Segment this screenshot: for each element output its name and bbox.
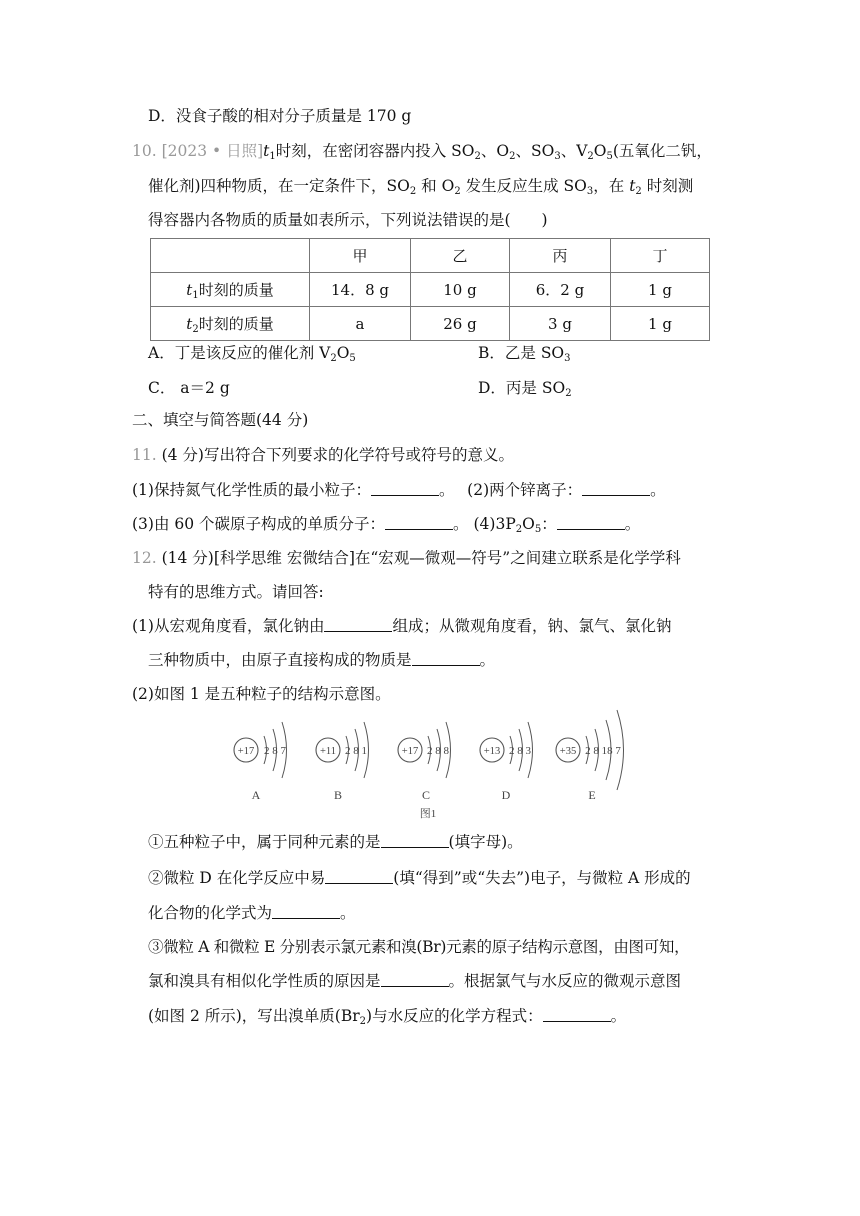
row-label: $t_2$时刻的质量: [151, 307, 310, 341]
table-row: $t_1$时刻的质量 14．8 g 10 g 6．2 g 1 g: [151, 273, 710, 307]
svg-text:2 8 8: 2 8 8: [427, 745, 449, 757]
answer-blank[interactable]: [325, 868, 393, 884]
svg-text:2 8 3: 2 8 3: [509, 745, 531, 757]
q11-parts-3-4: (3)由 60 个碳原子构成的单质分子： 。 $(4)3P_2O_5$： 。: [132, 515, 641, 535]
q10-source: [2023 • 日照]: [161, 142, 264, 160]
q10-option-a: A．丁是该反应的催化剂 $V_2O_5$: [148, 344, 356, 364]
mass-table: [150, 238, 710, 341]
svg-text:B: B: [333, 788, 343, 802]
answer-blank[interactable]: [381, 832, 449, 848]
q12-part-2: (2)如图 1 是五种粒子的结构示意图。: [132, 685, 391, 703]
svg-text:+17: +17: [237, 746, 255, 757]
row-label: $t_1$时刻的质量: [151, 273, 310, 307]
answer-blank[interactable]: [412, 650, 480, 666]
q10-option-d: D．丙是 $SO_2$: [478, 379, 572, 399]
q12-sub-2: ②微粒 D 在化学反应中易 (填“得到”或“失去”)电子，与微粒 A 形成的: [148, 869, 691, 887]
figure-svg: [228, 708, 648, 826]
atom-d: [480, 722, 533, 802]
svg-text:2 8 7: 2 8 7: [264, 745, 286, 757]
q10-option-b: B．乙是 $SO_3$: [478, 344, 571, 364]
q12-part-1: (1)从宏观角度看，氯化钠由 组成；从微观角度看，钠、氯气、氯化钠: [132, 617, 672, 635]
answer-blank[interactable]: [385, 514, 453, 530]
q10-number: 10.: [132, 142, 157, 160]
q12-part-1-cont: 三种物质中，由原子直接构成的物质是 。: [148, 651, 496, 669]
q10-line-3: 得容器内各物质的质量如表所示，下列说法错误的是( ): [148, 211, 548, 229]
table-row: $t_2$时刻的质量 a 26 g 3 g 1 g: [151, 307, 710, 341]
answer-blank[interactable]: [324, 616, 392, 632]
answer-blank[interactable]: [543, 1006, 611, 1022]
q10-line-2: 催化剂)四种物质，在一定条件下，$SO_2$ 和 $O_2$ 发生反应生成 $SO_3$，在 $t_2$ 时刻测: [148, 177, 694, 197]
q12-sub-3-cont: 氯和溴具有相似化学性质的原因是 。根据氯气与水反应的微观示意图: [148, 972, 682, 990]
q12-sub-2-cont: 化合物的化学式为 。: [148, 904, 356, 922]
svg-text:2 8 18 7: 2 8 18 7: [585, 745, 621, 757]
svg-text:+35: +35: [559, 746, 577, 757]
q11-stem: 11. (4 分)写出符合下列要求的化学符号或符号的意义。: [132, 446, 514, 464]
q11-parts-1-2: (1)保持氮气化学性质的最小粒子： 。 (2)两个锌离子： 。: [132, 481, 666, 499]
atom-structure-figure: [228, 708, 648, 830]
section-heading: 二、填空与简答题(44 分): [132, 411, 309, 429]
svg-text:2 8 1: 2 8 1: [345, 745, 367, 757]
atom-a: [234, 722, 287, 802]
svg-text:D: D: [501, 788, 511, 802]
q10-option-c: C． a＝2 g: [148, 379, 230, 397]
table-header-row: 甲 乙 丙 丁: [151, 239, 710, 273]
svg-text:A: A: [251, 788, 261, 802]
answer-blank[interactable]: [272, 903, 340, 919]
svg-text:+11: +11: [319, 746, 337, 757]
svg-text:C: C: [421, 788, 431, 802]
atom-e: [556, 710, 624, 802]
figure-caption: 图1: [419, 808, 437, 820]
answer-blank[interactable]: [381, 971, 449, 987]
q9-option-d: D．没食子酸的相对分子质量是 170 g: [148, 107, 412, 125]
q12-sub-3: ③微粒 A 和微粒 E 分别表示氯元素和溴(Br)元素的原子结构示意图，由图可知，: [148, 938, 690, 956]
answer-blank[interactable]: [557, 514, 625, 530]
svg-text:+17: +17: [401, 746, 419, 757]
q12-sub-3-cont2: (如图 2 所示)，写出溴单质$(Br_2)$与水反应的化学方程式： 。: [148, 1007, 627, 1027]
svg-text:E: E: [588, 788, 596, 802]
answer-blank[interactable]: [582, 480, 650, 496]
q10-line-1: 10. [2023 • 日照]$t_1$时刻，在密闭容器内投入 $SO_2$、$O_2$、$SO_3$、$V_2O_5$(五氧化二钒，: [132, 142, 712, 162]
atom-c: [398, 722, 451, 802]
atom-b: [316, 722, 369, 802]
q12-sub-1: ①五种粒子中，属于同种元素的是 (填字母)。: [148, 833, 523, 851]
q12-line-2: 特有的思维方式。请回答:: [148, 583, 324, 601]
q12-line-1: 12. (14 分)[科学思维 宏微结合]在“宏观—微观—符号”之间建立联系是化学学科: [132, 549, 681, 567]
answer-blank[interactable]: [371, 480, 439, 496]
svg-text:+13: +13: [483, 746, 501, 757]
